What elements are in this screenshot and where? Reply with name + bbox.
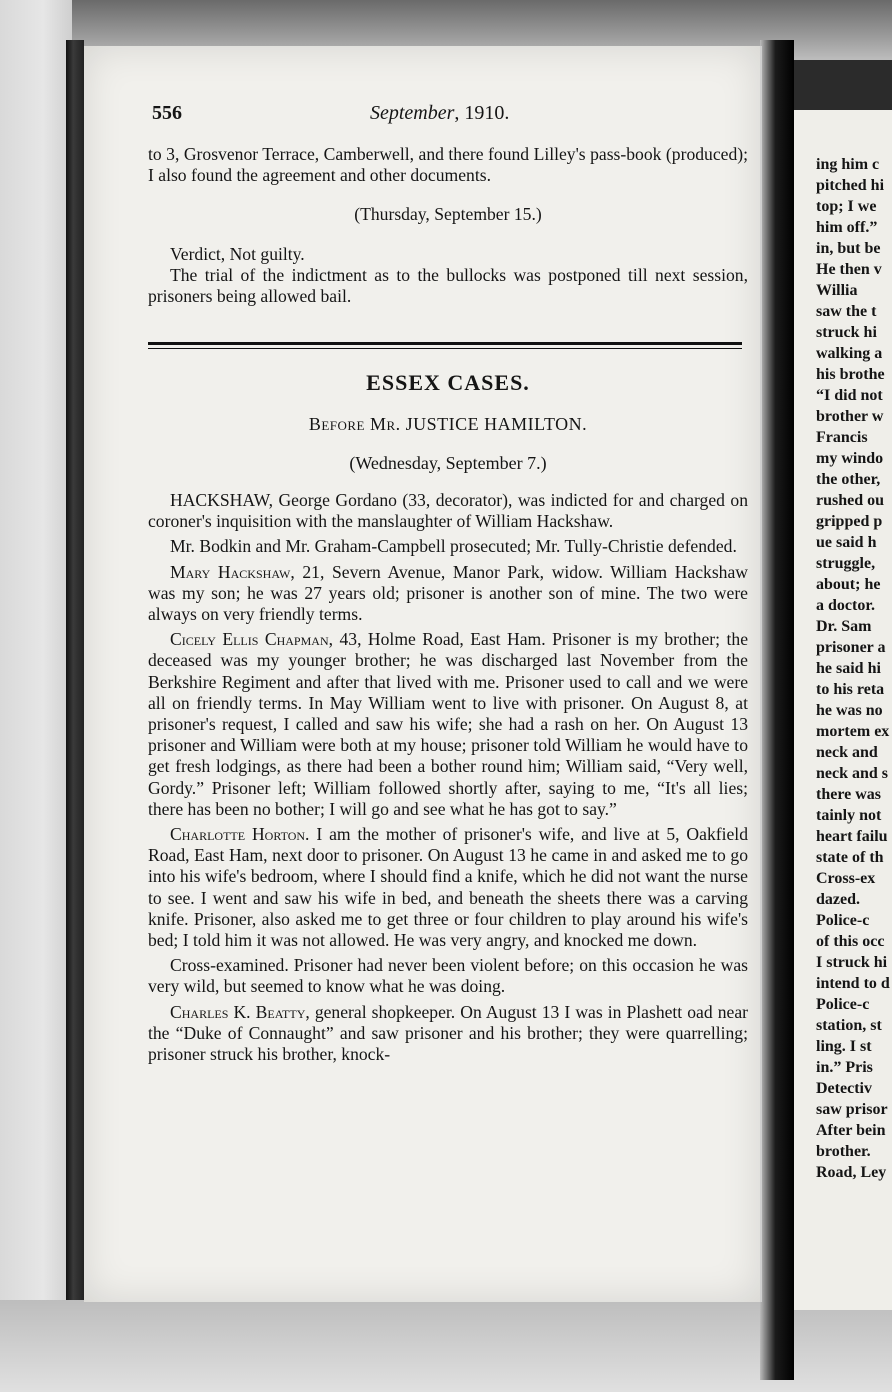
paragraph-witness-mary — [148, 562, 748, 626]
right-page-line: neck and — [816, 744, 878, 761]
right-page-line: station, st — [816, 1017, 882, 1034]
paragraph-text: Cross-examined. Prisoner had never been violent before; on this occasion he was very wild, but seemed to know what he was doing. — [148, 955, 748, 997]
right-page-line: ing him c — [816, 156, 880, 173]
continuation-text: to 3, Grosvenor Terrace, Camberwell, and there found Lilley's pass-book (produced); I also found the agreement and other documents. — [148, 144, 748, 186]
paragraph-cross-examined — [148, 955, 748, 997]
right-page-line: he was no — [816, 702, 883, 719]
right-page-line: Dr. Sam — [816, 618, 872, 635]
divider-thin — [148, 348, 742, 349]
judge-prefix: Before Mr. — [308, 414, 401, 434]
page-number: 556 — [152, 102, 182, 124]
paragraph-text: Mr. Bodkin and Mr. Graham-Campbell prosecuted; Mr. Tully-Christie defended. — [170, 536, 737, 557]
paragraph-indictment — [148, 490, 748, 532]
right-page-line: saw prisor — [816, 1101, 888, 1118]
paragraph-counsel — [148, 536, 748, 557]
right-page-line: brother w — [816, 408, 884, 425]
right-page-line: state of th — [816, 849, 884, 866]
scan-backdrop-bottom — [0, 1300, 892, 1392]
paragraph-text: I am the mother of prisoner's wife, and live at 5, Oakfield Road, East Ham, next door to prisoner. On August 13 he came in and asked me to go into his wife's bedroom, where I should find a knife, which he did not want the nurse to see. I went and saw his wife in bed, and beneath the sheets there was a carving knife. Prisoner, also asked me to get three or four children to play around his wife's bed; I told him it was not allowed. He was very angry, and knocked me down. — [148, 824, 748, 951]
right-page-line: Willia — [816, 282, 858, 299]
right-page-fragments — [816, 154, 892, 1183]
witness-name: Charles K. Beatty, — [170, 1001, 310, 1022]
right-page-line: mortem ex — [816, 723, 890, 740]
left-page — [84, 46, 762, 1302]
right-page-line: dazed. — [816, 891, 860, 908]
running-title — [370, 102, 509, 125]
book-spine — [760, 40, 794, 1380]
right-page-line: top; I we — [816, 198, 877, 215]
right-page-line: walking a — [816, 345, 883, 362]
witness-name: Cicely Ellis Chapman, — [170, 629, 334, 650]
right-page-line: the other, — [816, 471, 881, 488]
right-page-line: Detectiv — [816, 1080, 872, 1097]
right-page-line: Road, Ley — [816, 1164, 887, 1181]
right-page-line: ling. I st — [816, 1038, 872, 1055]
date-thursday: (Thursday, September 15.) — [354, 204, 542, 225]
right-page-line: him off.” — [816, 219, 878, 236]
judge-line — [148, 414, 748, 435]
right-page-line: a doctor. — [816, 597, 875, 614]
right-page-line: my windo — [816, 450, 884, 467]
divider-thick — [148, 342, 742, 345]
right-page-line: Police-c — [816, 912, 870, 929]
right-page-line: intend to d — [816, 975, 890, 992]
paragraph-witness-cicely — [148, 629, 748, 820]
right-page-line: struck hi — [816, 324, 877, 341]
top-section — [148, 144, 748, 307]
right-page-line: struggle, — [816, 555, 876, 572]
right-page-line: in.” Pris — [816, 1059, 873, 1076]
running-title-year: , 1910. — [454, 102, 510, 124]
right-page-line: Cross-ex — [816, 870, 876, 887]
scan-backdrop-left — [0, 0, 72, 1392]
right-page-line: to his reta — [816, 681, 885, 698]
running-title-month: September — [370, 102, 455, 124]
right-page-line: ue said h — [816, 534, 877, 551]
paragraph-text: 21, Severn Avenue, Manor Park, widow. William Hackshaw was my son; he was 27 years old; prisoner is another son of mine. The two were always on very friendly terms. — [148, 561, 748, 625]
right-page-line: prisoner a — [816, 639, 886, 656]
paragraph-text: general shopkeeper. On August 13 I was in Plashett oad near the “Duke of Connaught” and saw prisoner and his brother; they were quarrelling; prisoner struck his brother, knock- — [148, 1001, 748, 1065]
paragraph-text: HACKSHAW, George Gordano (33, decorator), was indicted for and charged on coroner's inquisition with the manslaughter of William Hackshaw. — [148, 490, 748, 532]
right-page-line: neck and s — [816, 765, 889, 782]
witness-name: Mary Hackshaw, — [170, 561, 295, 582]
date-wednesday: (Wednesday, September 7.) — [349, 453, 547, 473]
right-page-line: I struck hi — [816, 954, 888, 971]
right-page-line: pitched hi — [816, 177, 885, 194]
right-page-line: he said hi — [816, 660, 881, 677]
book-gutter — [66, 40, 84, 1340]
right-page-line: of this occ — [816, 933, 885, 950]
judge-name: JUSTICE HAMILTON. — [405, 414, 588, 434]
right-page-line: brother. — [816, 1143, 871, 1160]
postponement-text: The trial of the indictment as to the bullocks was postponed till next session, prisoners being allowed bail. — [148, 264, 748, 307]
witness-name: Charlotte Horton. — [170, 824, 310, 845]
right-page-line: Francis — [816, 429, 868, 446]
section-divider — [148, 342, 742, 352]
right-page-line: rushed ou — [816, 492, 885, 509]
right-page-line: tainly not — [816, 807, 882, 824]
right-page-line: gripped p — [816, 513, 883, 530]
right-page-line: heart failu — [816, 828, 888, 845]
essex-section — [148, 370, 748, 1065]
right-page-line: He then v — [816, 261, 882, 278]
right-page-line: Police-c — [816, 996, 870, 1013]
right-page-line: in, but be — [816, 240, 881, 257]
right-page-line: there was — [816, 786, 882, 803]
right-page-line: After bein — [816, 1122, 886, 1139]
paragraph-witness-charlotte — [148, 824, 748, 951]
right-page-line: saw the t — [816, 303, 877, 320]
verdict-text: Verdict, Not guilty. — [170, 243, 305, 264]
section-title: ESSEX CASES. — [366, 370, 530, 395]
paragraph-text: 43, Holme Road, East Ham. Prisoner is my brother; the deceased was my younger brother; he was discharged last November from the Berkshire Regiment and after that lived with me. Prisoner used to call and we were all on friendly terms. In May William went to live with prisoner. On August 8, at prisoner's request, I called and saw his wife; she had a rash on her. On August 13 prisoner and William were both at my house; prisoner told William he would have to get fresh lodgings, as there had been a bother round him; William said, “Very well, Gordy.” Prisoner left; William followed shortly after, saying to me, “It's all lies; there has been no bother; I will go and see what he has got to say.” — [148, 629, 748, 819]
case-body — [148, 490, 748, 1065]
right-page-line: “I did not — [816, 387, 883, 404]
running-head — [152, 102, 752, 126]
right-page-line: his brothe — [816, 366, 885, 383]
right-page-sliver — [794, 110, 892, 1310]
right-page-line: about; he — [816, 576, 881, 593]
paragraph-witness-charles — [148, 1002, 748, 1066]
